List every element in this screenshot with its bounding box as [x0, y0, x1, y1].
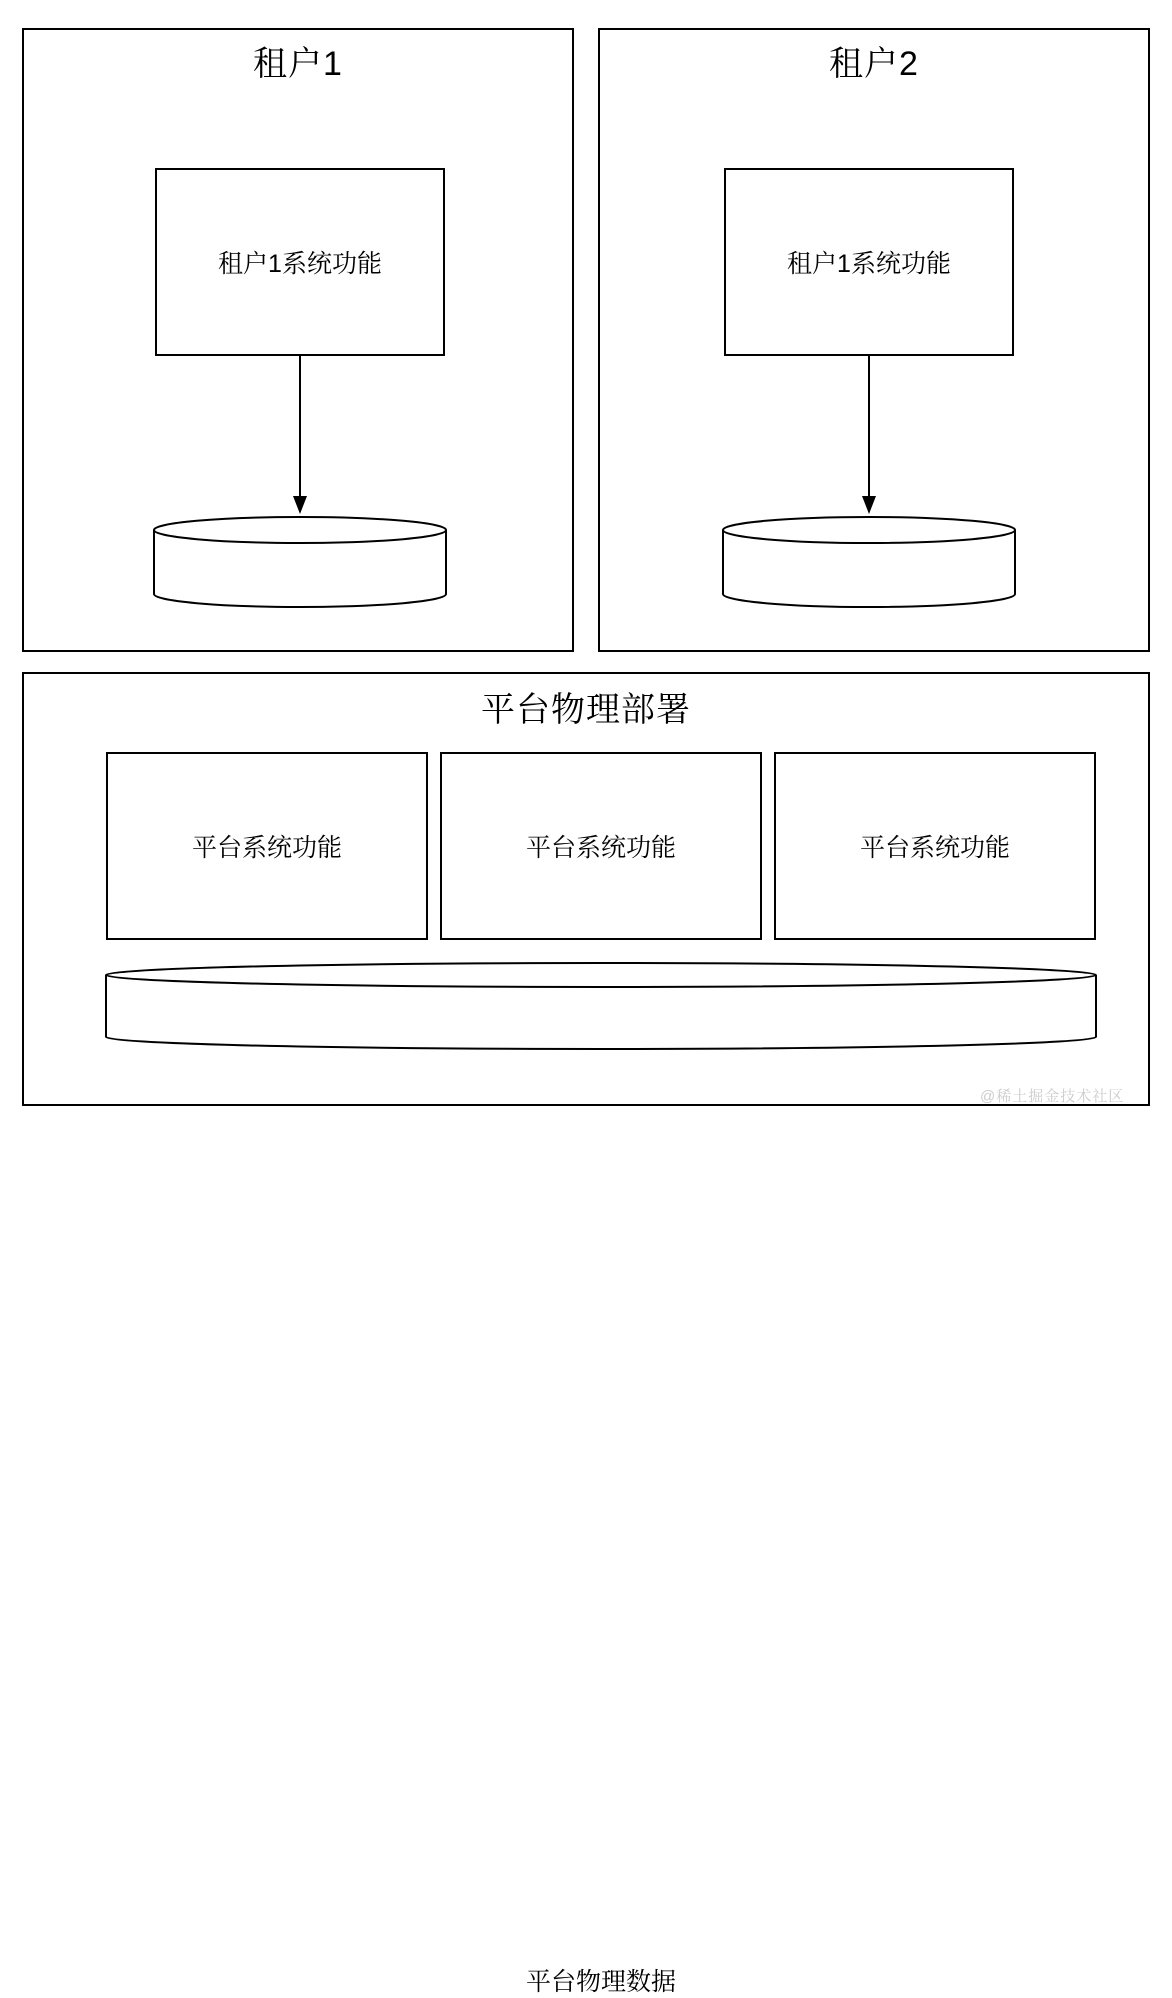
tenant-1-title: 租户1	[253, 45, 343, 83]
tenant-1-function-box: 租户1系统功能	[155, 168, 445, 356]
tenant-2-function-box: 租户1系统功能	[724, 168, 1014, 356]
tenant-2-title: 租户2	[829, 45, 919, 83]
tenant-2-down-arrow-icon	[849, 356, 889, 516]
platform-function-box-3: 平台系统功能	[774, 752, 1096, 940]
platform-title: 平台物理部署	[481, 691, 691, 729]
platform-data-store-label: 平台物理数据	[525, 1968, 676, 1996]
tenant-1-data-store	[152, 516, 448, 608]
watermark: @稀土掘金技术社区	[980, 1088, 1125, 1105]
platform-function-box-2: 平台系统功能	[440, 752, 762, 940]
platform-function-box-1: 平台系统功能	[106, 752, 428, 940]
tenant-2-data-store	[721, 516, 1017, 608]
tenant-1-down-arrow-icon	[280, 356, 320, 516]
